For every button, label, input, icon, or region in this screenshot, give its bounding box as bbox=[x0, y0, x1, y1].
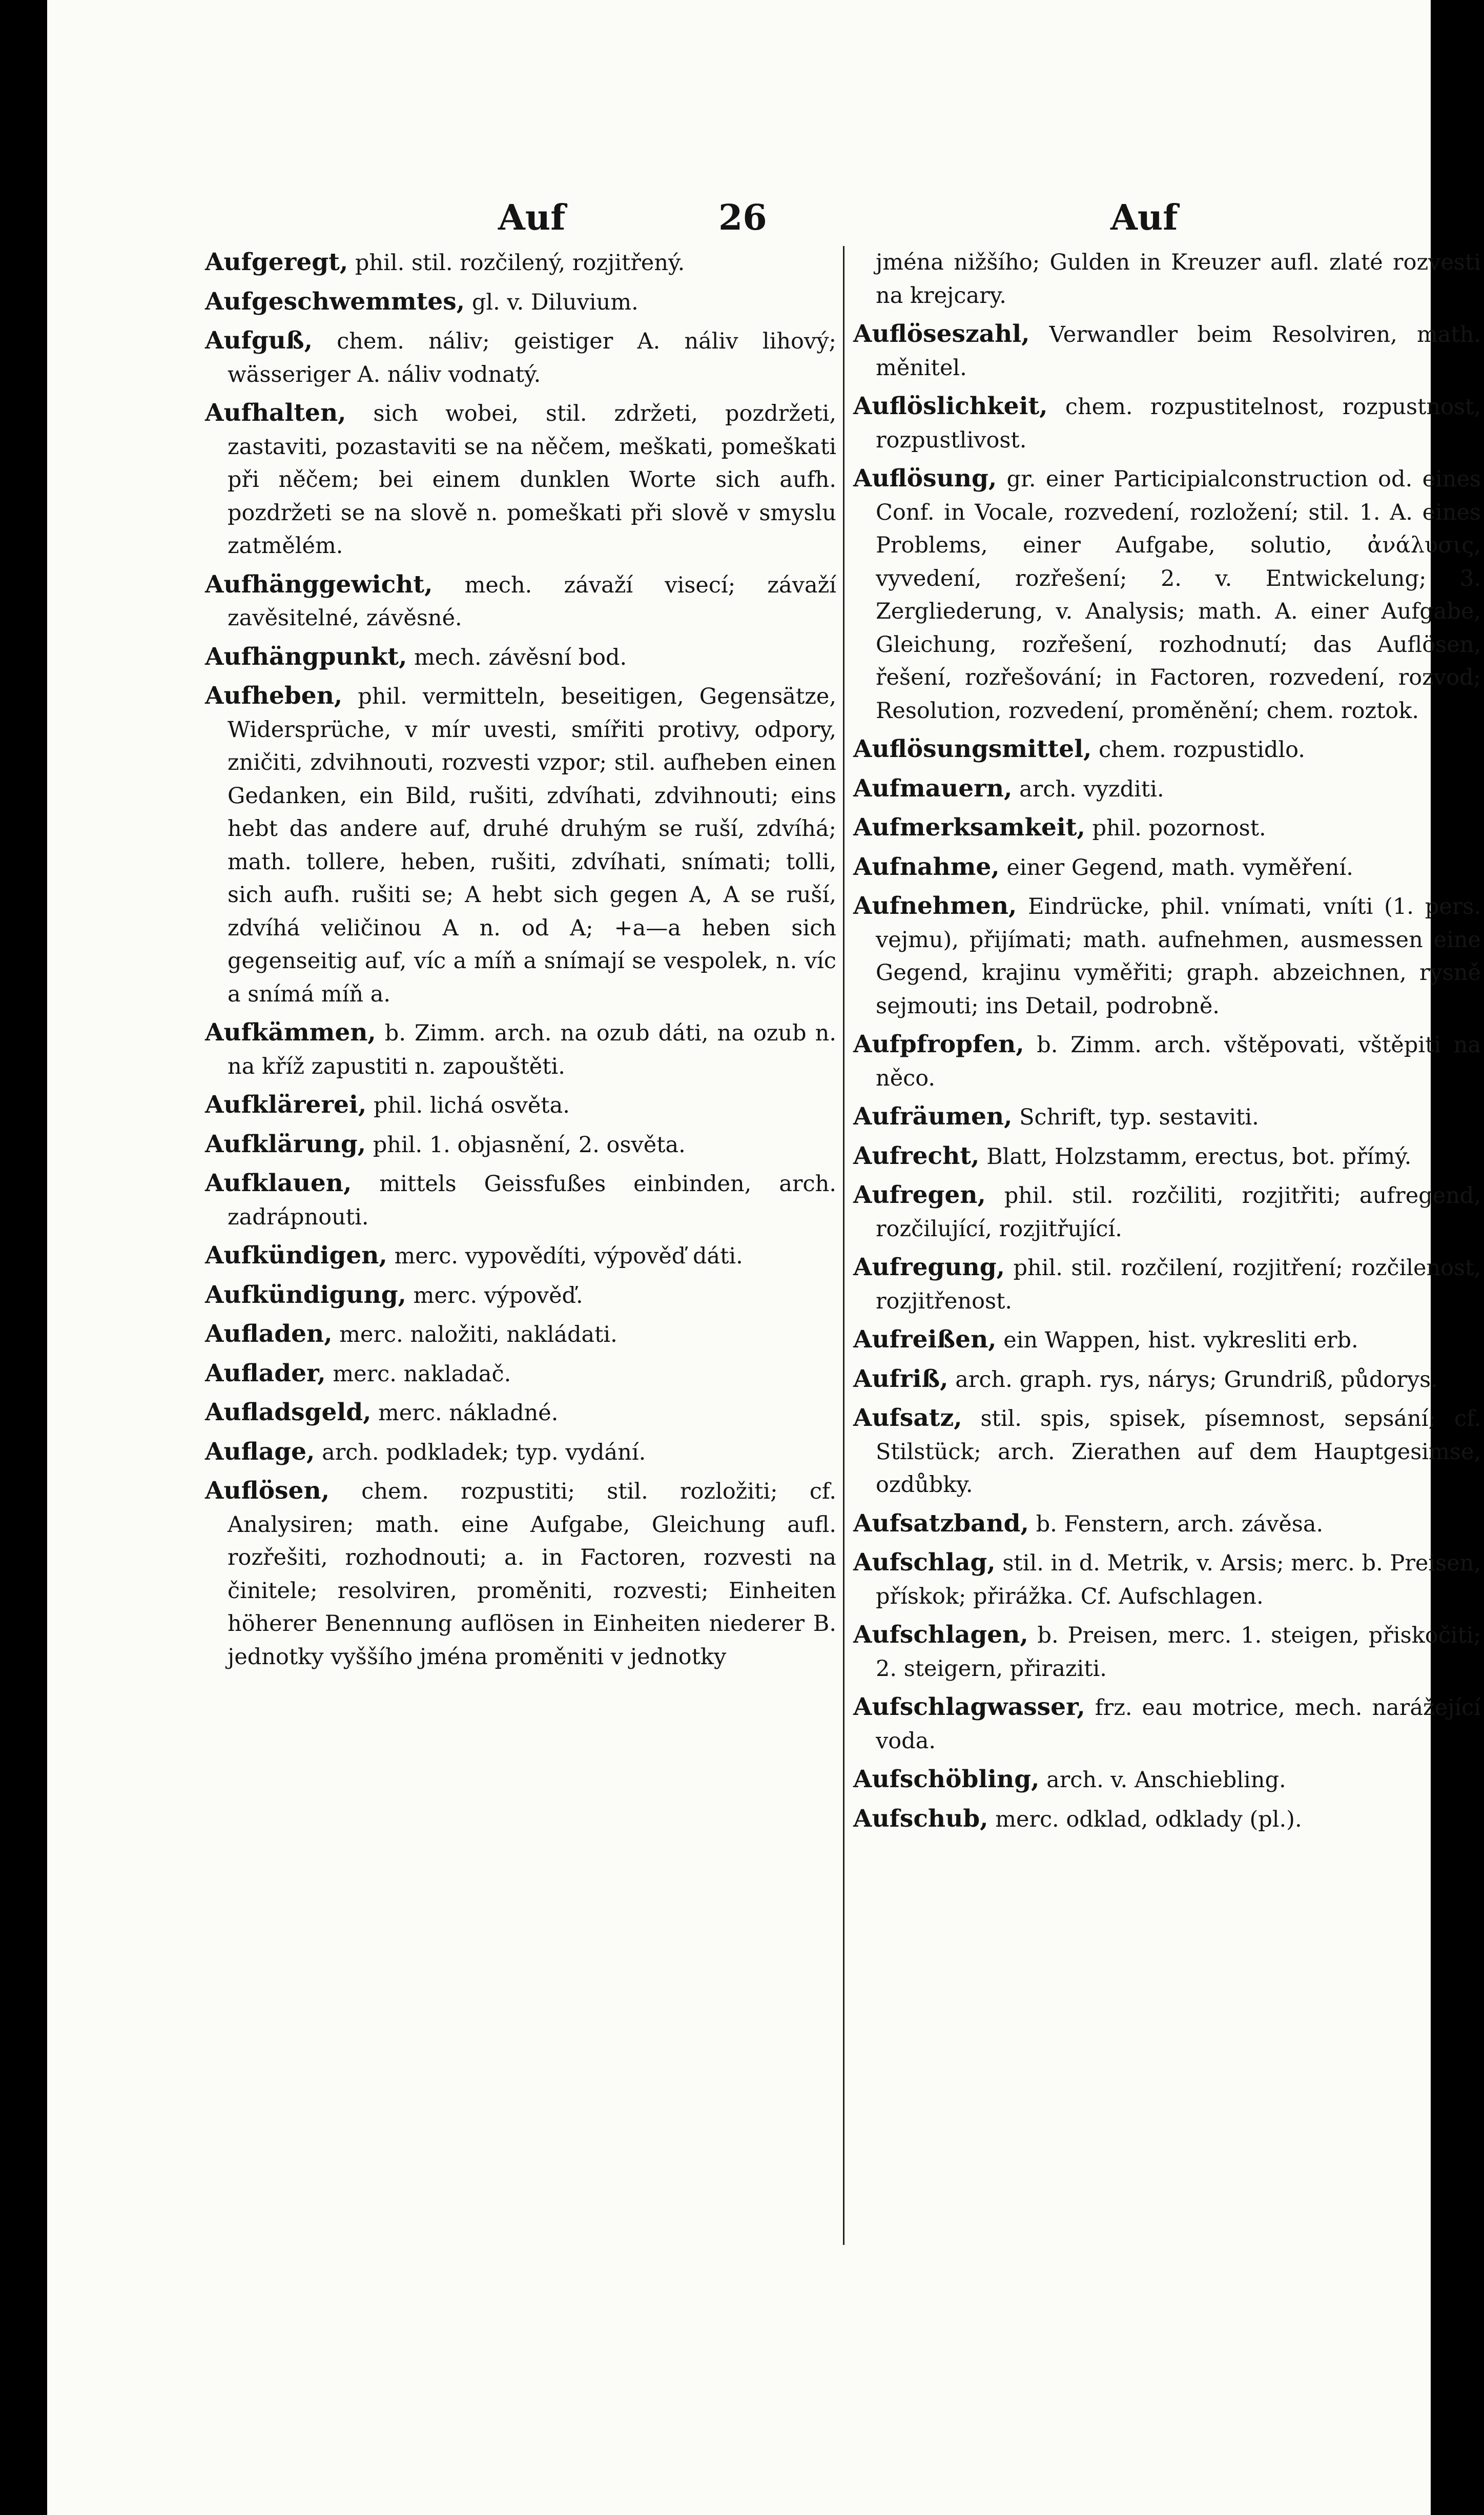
dictionary-entry bbox=[853, 1140, 1481, 1174]
entry-definition: b. Zimm. arch. vštěpovati, vštěpiti na něco. bbox=[876, 1032, 1481, 1091]
entry-headword: Aufkündigen, bbox=[205, 1241, 387, 1270]
dictionary-entry bbox=[853, 462, 1481, 727]
dictionary-entry bbox=[853, 1507, 1481, 1541]
entry-definition: Schrift, typ. sestaviti. bbox=[1019, 1105, 1259, 1130]
entry-headword: Aufladsgeld, bbox=[205, 1398, 372, 1426]
entry-headword: Aufnehmen, bbox=[853, 892, 1017, 920]
entry-headword: Aufklärung, bbox=[205, 1130, 366, 1158]
entry-headword: Aufladen, bbox=[205, 1320, 333, 1348]
entry-definition: stil. in d. Metrik, v. Arsis; merc. b. Preisen, přískok; přirážka. Cf. Aufschlagen. bbox=[876, 1550, 1481, 1609]
dictionary-entry bbox=[205, 1357, 836, 1391]
dictionary-entry bbox=[205, 1167, 836, 1234]
entry-headword: Auflösungsmittel, bbox=[853, 735, 1092, 763]
entry-headword: Auflösen, bbox=[205, 1477, 330, 1505]
entry-headword: Aufregung, bbox=[853, 1253, 1005, 1281]
entry-headword: Aufrecht, bbox=[853, 1141, 980, 1170]
entry-headword: Aufmerksamkeit, bbox=[853, 813, 1085, 842]
entry-definition: sich wobei, stil. zdržeti, pozdržeti, zastaviti, pozastaviti se na něčem, meškati, pomeškati při něčem; bei einem dunklen Worte sich aufh. pozdržeti se na slově n. pomeškati při slově v smyslu zatmělém. bbox=[228, 401, 836, 559]
dictionary-entry bbox=[853, 851, 1481, 885]
entry-headword: Auflösung, bbox=[853, 464, 997, 493]
dictionary-entry bbox=[853, 733, 1481, 767]
entry-definition: merc. naložiti, nakládati. bbox=[339, 1322, 617, 1347]
entry-definition: merc. vypovědíti, výpověď dáti. bbox=[394, 1243, 743, 1269]
dictionary-entry bbox=[205, 324, 836, 391]
dictionary-entry bbox=[853, 1363, 1481, 1397]
dictionary-entry bbox=[205, 1016, 836, 1083]
dictionary-entry bbox=[205, 641, 836, 674]
entry-headword: Aufgeschwemmtes, bbox=[205, 287, 465, 316]
dictionary-entry bbox=[205, 285, 836, 319]
entry-headword: Auflöslichkeit, bbox=[853, 392, 1048, 420]
page-header bbox=[47, 197, 1431, 243]
entry-definition: phil. vermitteln, beseitigen, Gegensätze, Widersprüche, v mír uvesti, smířiti protivy, odpory, zničiti, zdvihnouti, rozvesti vzpor; stil. aufheben einen Gedanken, ein Bild, rušiti, zdvíhati, zdvihnouti; eins hebt das andere auf, druhé druhým se ruší, zdvíhá; math. tollere, heben, rušiti, zdvíhati, snímati; tolli, sich aufh. rušiti se; A hebt sich gegen A, A se ruší, zdvíhá veličinou A n. od A; +a—a heben sich gegenseitig auf, víc a míň a snímají se vespolek, n. víc a snímá míň a. bbox=[228, 684, 836, 1007]
entry-definition: phil. lichá osvěta. bbox=[373, 1093, 570, 1118]
entry-headword: Aufschlag, bbox=[853, 1548, 996, 1577]
dictionary-entry bbox=[853, 1028, 1481, 1095]
dictionary-entry bbox=[853, 1179, 1481, 1245]
entry-definition: arch. vyzditi. bbox=[1019, 776, 1164, 802]
entry-headword: Aufkündigung, bbox=[205, 1280, 406, 1309]
entry-definition: phil. stil. rozčilený, rozjitřený. bbox=[355, 250, 685, 276]
entry-headword: Aufklauen, bbox=[205, 1169, 352, 1197]
dictionary-entry bbox=[853, 811, 1481, 845]
entry-definition: chem. náliv; geistiger A. náliv lihový; wässeriger A. náliv vodnatý. bbox=[228, 329, 836, 387]
entry-definition: phil. 1. objasnění, 2. osvěta. bbox=[373, 1132, 686, 1158]
entry-headword: Aufschlagwasser, bbox=[853, 1693, 1085, 1721]
entry-headword: Aufhänggewicht, bbox=[205, 570, 433, 599]
entry-definition: ein Wappen, hist. vykresliti erb. bbox=[1003, 1327, 1358, 1353]
entry-definition: mittels Geissfußes einbinden, arch. zadrápnouti. bbox=[228, 1171, 836, 1230]
entry-definition: merc. odklad, odklady (pl.). bbox=[995, 1806, 1302, 1832]
entry-headword: Aufhalten, bbox=[205, 399, 346, 427]
entry-headword: Aufklärerei, bbox=[205, 1091, 367, 1119]
entry-headword: Aufguß, bbox=[205, 326, 313, 355]
header-right-word: Auf bbox=[1110, 197, 1178, 238]
entry-headword: Aufräumen, bbox=[853, 1102, 1013, 1131]
entry-definition: jména nižšího; Gulden in Kreuzer aufl. zlaté rozvesti na krejcary. bbox=[876, 250, 1481, 309]
entry-headword: Aufschöbling, bbox=[853, 1765, 1040, 1793]
dictionary-entry bbox=[205, 680, 836, 1011]
dictionary-entry bbox=[853, 1402, 1481, 1502]
dictionary-entry bbox=[205, 397, 836, 563]
entry-headword: Aufkämmen, bbox=[205, 1018, 376, 1047]
dictionary-entry bbox=[205, 1089, 836, 1122]
entry-headword: Auflage, bbox=[205, 1437, 315, 1466]
entry-definition: phil. stil. rozčilení, rozjitření; rozčilenost, rozjitřenost. bbox=[876, 1255, 1481, 1314]
dictionary-entry bbox=[205, 1279, 836, 1313]
dictionary-entry bbox=[853, 890, 1481, 1023]
dictionary-entry bbox=[853, 1100, 1481, 1134]
entry-headword: Auflöseszahl, bbox=[853, 320, 1030, 348]
dictionary-entry bbox=[205, 1318, 836, 1352]
entry-definition: b. Fenstern, arch. závěsa. bbox=[1036, 1511, 1324, 1537]
dictionary-entry bbox=[853, 772, 1481, 806]
left-column bbox=[205, 246, 836, 1673]
entry-headword: Aufnahme, bbox=[853, 852, 1000, 881]
dictionary-entry bbox=[853, 390, 1481, 457]
dictionary-entry bbox=[853, 1619, 1481, 1685]
entry-definition: mech. závěsní bod. bbox=[414, 644, 627, 670]
entry-definition: b. Preisen, merc. 1. steigen, přiskočiti; 2. steigern, přiraziti. bbox=[876, 1623, 1481, 1682]
entry-definition: Blatt, Holzstamm, erectus, bot. přímý. bbox=[986, 1143, 1412, 1170]
entry-headword: Aufreißen, bbox=[853, 1325, 997, 1354]
entry-headword: Aufregen, bbox=[853, 1181, 986, 1209]
dictionary-entry bbox=[205, 1239, 836, 1273]
entry-headword: Aufpfropfen, bbox=[853, 1030, 1024, 1058]
entry-definition: Eindrücke, phil. vnímati, vníti (1. pers. vejmu), přijímati; math. aufnehmen, ausmessen eine Gegend, krajinu vyměřiti; graph. abzeichnen, rysně sejmouti; ins Detail, podrobně. bbox=[876, 894, 1481, 1019]
entry-headword: Aufheben, bbox=[205, 682, 343, 710]
page-number: 26 bbox=[718, 197, 767, 238]
entry-definition: chem. rozpustiti; stil. rozložiti; cf. Analysiren; math. eine Aufgabe, Gleichung aufl. rozřešiti, rozhodnouti; a. in Factoren, rozvesti na činitele; resolviren, proměniti, rozvesti; Einheiten höherer Benennung auflösen in Einheiten niederer B. jednotky vyššího jména proměniti v jednotky bbox=[228, 1479, 836, 1670]
entry-definition: chem. rozpustidlo. bbox=[1099, 737, 1305, 763]
dictionary-entry bbox=[205, 1475, 836, 1673]
header-left-word: Auf bbox=[498, 197, 566, 238]
dictionary-entry bbox=[853, 1763, 1481, 1797]
dictionary-entry bbox=[205, 1128, 836, 1162]
entry-headword: Auflader, bbox=[205, 1359, 326, 1387]
dictionary-entry bbox=[853, 1691, 1481, 1757]
dictionary-entry bbox=[853, 1546, 1481, 1613]
dictionary-entry bbox=[853, 1323, 1481, 1357]
entry-definition: merc. výpověď. bbox=[413, 1282, 583, 1308]
entry-definition: phil. stil. rozčiliti, rozjitřiti; aufregend, rozčilující, rozjitřující. bbox=[876, 1183, 1481, 1242]
right-column bbox=[853, 246, 1481, 1836]
entry-definition: arch. graph. rys, nárys; Grundriß, půdorys. bbox=[955, 1366, 1438, 1393]
entry-definition: stil. spis, spisek, písemnost, sepsání; cf. Stilstück; arch. Zierathen auf dem Hauptgesimse, ozdůbky. bbox=[876, 1406, 1481, 1498]
entry-headword: Aufsatzband, bbox=[853, 1509, 1029, 1538]
entry-headword: Aufriß, bbox=[853, 1364, 949, 1393]
entry-headword: Aufmauern, bbox=[853, 774, 1013, 803]
dictionary-entry bbox=[853, 318, 1481, 384]
entry-headword: Aufhängpunkt, bbox=[205, 642, 407, 671]
entry-definition: chem. rozpustitelnost, rozpustnost, rozpustlivost. bbox=[876, 394, 1481, 453]
dictionary-entry bbox=[205, 1436, 836, 1469]
entry-definition: Verwandler beim Resolviren, math. měnitel. bbox=[876, 322, 1481, 381]
dictionary-entry bbox=[205, 568, 836, 635]
dictionary-entry bbox=[853, 246, 1481, 312]
column-divider bbox=[843, 246, 844, 2245]
entry-headword: Aufgeregt, bbox=[205, 248, 348, 276]
entry-definition: gl. v. Diluvium. bbox=[471, 289, 638, 315]
entry-definition: b. Zimm. arch. na ozub dáti, na ozub n. na kříž zapustiti n. zapouštěti. bbox=[228, 1020, 836, 1079]
entry-definition: arch. v. Anschiebling. bbox=[1046, 1767, 1286, 1793]
entry-definition: gr. einer Participialconstruction od. eines Conf. in Vocale, rozvedení, rozložení; stil. 1. A. eines Problems, einer Aufgabe, solutio, ἀνάλυσις, vyvedení, rozřešení; 2. v. Entwickelung; 3. Zergliederung, v. Analysis; math. A. einer Aufgabe, Gleichung, rozřešení, rozhodnutí; das Auflösen, řešení, rozřešování; in Factoren, rozvedení, rozvod; Resolution, rozvedení, proměnění; chem. roztok. bbox=[876, 466, 1481, 724]
dictionary-entry bbox=[853, 1251, 1481, 1318]
entry-headword: Aufsatz, bbox=[853, 1404, 962, 1432]
entry-definition: arch. podkladek; typ. vydání. bbox=[322, 1439, 646, 1465]
dictionary-entry bbox=[205, 246, 836, 280]
entry-definition: einer Gegend, math. vyměření. bbox=[1006, 854, 1353, 881]
entry-definition: frz. eau motrice, mech. narážející voda. bbox=[876, 1695, 1481, 1754]
entry-definition: phil. pozornost. bbox=[1092, 815, 1266, 841]
entry-definition: mech. závaží visecí; závaží zavěsitelné, závěsné. bbox=[228, 572, 836, 631]
dictionary-entry bbox=[853, 1803, 1481, 1836]
entry-definition: merc. nákladné. bbox=[378, 1400, 559, 1426]
entry-headword: Aufschub, bbox=[853, 1804, 988, 1833]
entry-definition: merc. nakladač. bbox=[333, 1361, 511, 1387]
entry-headword: Aufschlagen, bbox=[853, 1621, 1028, 1649]
dictionary-entry bbox=[205, 1396, 836, 1430]
